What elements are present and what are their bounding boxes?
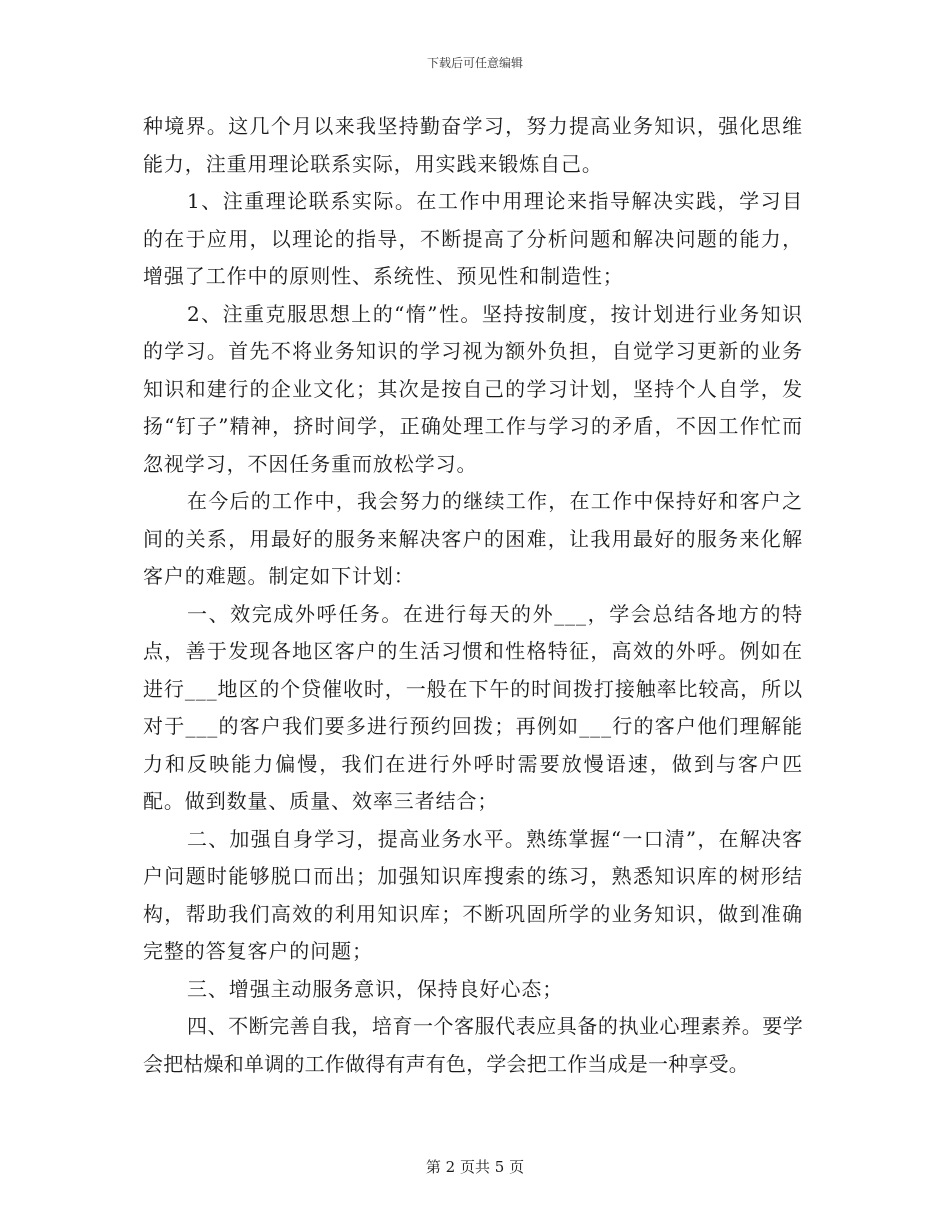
paragraph-plan-4: 四、不断完善自我，培育一个客服代表应具备的执业心理素养。要学会把枯燥和单调的工作做得有声有色，学会把工作当成是一种享受。 xyxy=(143,1014,803,1076)
page-number: 第 2 页共 5 页 xyxy=(425,1158,525,1176)
paragraph-plan-1: 一、效完成外呼任务。在进行每天的外___，学会总结各地方的特点，善于发现各地区客户的生活习惯和性格特征，高效的外呼。例如在进行___地区的个贷催收时，一般在下午的时间拨打接触率比较高，所以对于___的客户我们要多进行预约回拨；再例如___行的客户他们理解能力和反映能力偏慢，我们在进行外呼时需要放慢语速，做到与客户匹配。做到数量、质量、效率三者结合； xyxy=(143,601,803,813)
page-header: 下载后可任意编辑 xyxy=(426,56,523,70)
paragraph-point-2: 2、注重克服思想上的“惰”性。坚持按制度，按计划进行业务知识的学习。首先不将业务知识的学习视为额外负担，自觉学习更新的业务知识和建行的企业文化；其次是按自己的学习计划，坚持个人自学，发扬“钉子”精神，挤时间学，正确处理工作与学习的矛盾，不因工作忙而忽视学习，不因任务重而放松学习。 xyxy=(143,301,803,476)
paragraph-plan-2: 二、加强自身学习，提高业务水平。熟练掌握“一口清”，在解决客户问题时能够脱口而出；加强知识库搜索的练习，熟悉知识库的树形结构，帮助我们高效的利用知识库；不断巩固所学的业务知识，做到准确完整的答复客户的问题； xyxy=(143,826,803,963)
paragraph-continuation: 种境界。这几个月以来我坚持勤奋学习，努力提高业务知识，强化思维能力，注重用理论联系实际，用实践来锻炼自己。 xyxy=(143,114,803,176)
paragraph-point-1: 1、注重理论联系实际。在工作中用理论来指导解决实践，学习目的在于应用，以理论的指导，不断提高了分析问题和解决问题的能力，增强了工作中的原则性、系统性、预见性和制造性； xyxy=(143,189,803,288)
paragraph-plan-intro: 在今后的工作中，我会努力的继续工作，在工作中保持好和客户之间的关系，用最好的服务来解决客户的困难，让我用最好的服务来化解客户的难题。制定如下计划： xyxy=(143,489,803,588)
paragraph-plan-3: 三、增强主动服务意识，保持良好心态； xyxy=(187,976,564,1001)
document-body xyxy=(143,108,803,1083)
